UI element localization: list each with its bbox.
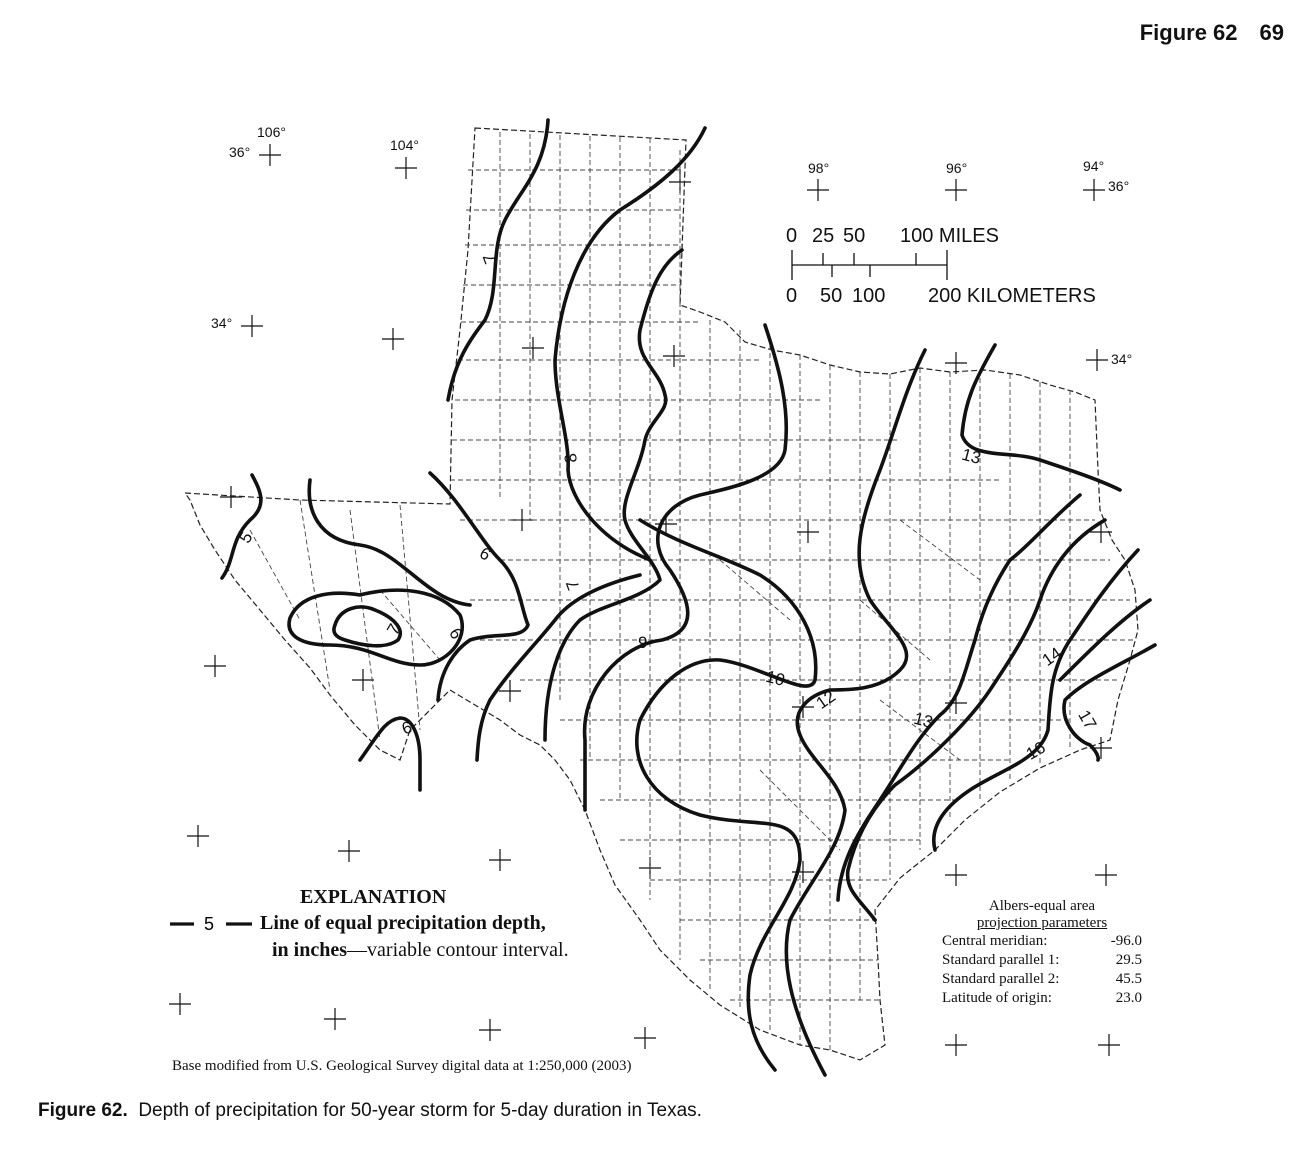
graticule-cross — [395, 157, 417, 179]
graticule-label-34n-east: 34° — [1111, 351, 1133, 367]
scale-km-tick: 100 — [852, 285, 886, 307]
graticule-cross — [945, 179, 967, 201]
graticule-cross — [324, 1008, 346, 1030]
graticule-label-104w: 104° — [390, 137, 419, 153]
contour-line-13-south — [838, 495, 1080, 900]
graticule-cross — [204, 655, 226, 677]
figure-caption — [38, 1100, 702, 1122]
scale-km-tick: 50 — [820, 285, 843, 307]
explanation-line2 — [272, 939, 569, 962]
projection-row — [942, 932, 1142, 951]
graticule-cross — [945, 1034, 967, 1056]
graticule-label-96w: 96° — [946, 160, 968, 176]
projection-row — [942, 951, 1142, 970]
contour-label: 9 — [638, 633, 648, 652]
graticule-label-36n-west: 36° — [229, 144, 251, 160]
projection-param-name: Latitude of origin: — [942, 990, 1052, 1006]
graticule-cross — [522, 337, 544, 359]
graticule-cross — [169, 993, 191, 1015]
contour-line-5 — [222, 475, 261, 578]
graticule-label-94w: 94° — [1083, 158, 1105, 174]
scale-km-label: 200 KILOMETERS — [928, 285, 1096, 307]
contour-label: 5 — [235, 528, 257, 547]
graticule-cross — [945, 864, 967, 886]
explanation-line2-rest: —variable contour interval. — [347, 939, 569, 961]
scale-miles-tick: 25 — [812, 225, 835, 247]
projection-param-name: Standard parallel 2: — [942, 971, 1060, 987]
scale-miles-tick: 50 — [843, 225, 866, 247]
contour-label: 7 — [479, 250, 501, 267]
explanation-line2-bold: in inches — [272, 939, 348, 961]
contour-label: 7 — [562, 577, 584, 593]
projection-parameters — [942, 898, 1142, 1008]
contour-label: 6 — [445, 624, 467, 643]
graticule-cross — [1095, 864, 1117, 886]
scale-miles-tick: 0 — [786, 225, 798, 247]
caption-label: Figure 62. — [38, 1100, 128, 1121]
contour-label: 13 — [959, 444, 983, 468]
graticule-cross — [479, 1019, 501, 1041]
contour-label: 12 — [812, 686, 840, 713]
page-number: 69 — [1259, 20, 1284, 45]
graticule-cross — [807, 179, 829, 201]
graticule-label-106w: 106° — [257, 124, 286, 140]
graticule-label-36n-east: 36° — [1108, 178, 1130, 194]
caption-text: Depth of precipitation for 50-year storm for 5-day duration in Texas. — [138, 1100, 702, 1121]
contour-line-16 — [934, 550, 1138, 850]
projection-param-name: Standard parallel 1: — [942, 952, 1060, 968]
graticule-cross — [1086, 349, 1108, 371]
contour-labels — [235, 251, 1100, 764]
graticule-cross — [352, 669, 374, 691]
projection-param-value: 23.0 — [1115, 990, 1142, 1006]
graticule-cross — [1098, 1034, 1120, 1056]
contour-label: 10 — [763, 666, 787, 690]
graticule-cross — [1083, 179, 1105, 201]
contour-label: 6 — [476, 543, 495, 565]
graticule-cross — [338, 840, 360, 862]
graticule-label-98w: 98° — [808, 160, 830, 176]
scale-bar — [786, 225, 1096, 307]
contour-line-6-west — [309, 480, 470, 605]
graticule-label-34n-west: 34° — [211, 315, 233, 331]
explanation-title: EXPLANATION — [300, 886, 447, 908]
projection-param-value: -96.0 — [1110, 933, 1142, 949]
contour-line-8-west — [555, 128, 705, 560]
projection-row — [942, 989, 1142, 1008]
graticule-cross — [241, 315, 263, 337]
projection-title: Albers-equal area — [988, 898, 1096, 914]
contour-label: 16 — [1022, 737, 1049, 764]
contour-label: 6 — [399, 717, 415, 739]
graticule-cross — [187, 825, 209, 847]
graticule-cross — [220, 486, 242, 508]
projection-param-name: Central meridian: — [942, 933, 1048, 949]
graticule-cross — [663, 345, 685, 367]
contour-label: 7 — [383, 620, 405, 639]
base-data-note: Base modified from U.S. Geological Survey digital data at 1:250,000 (2003) — [172, 1058, 632, 1074]
contour-label: 14 — [1038, 643, 1066, 670]
contour-label: 17 — [1074, 706, 1101, 733]
explanation-symbol-value: 5 — [204, 914, 215, 934]
projection-row — [942, 970, 1142, 989]
graticule-cross — [634, 1027, 656, 1049]
contour-line-6-north — [430, 473, 528, 700]
graticule-cross — [489, 849, 511, 871]
contour-label: 8 — [560, 451, 582, 465]
scale-miles-label: 100 MILES — [900, 225, 999, 247]
graticule-cross — [382, 328, 404, 350]
contour-line-12 — [786, 350, 925, 1075]
projection-param-value: 29.5 — [1115, 952, 1142, 968]
explanation-line1: Line of equal precipitation depth, — [260, 912, 546, 934]
projection-param-value: 45.5 — [1115, 971, 1142, 987]
figure-label: Figure 62 — [1139, 20, 1238, 45]
projection-subtitle: projection parameters — [976, 915, 1108, 931]
contour-label: 13 — [911, 708, 935, 732]
contour-line-6-loop — [289, 590, 462, 665]
scale-km-tick: 0 — [786, 285, 798, 307]
graticule-cross — [259, 144, 281, 166]
contour-line-9 — [585, 325, 787, 810]
